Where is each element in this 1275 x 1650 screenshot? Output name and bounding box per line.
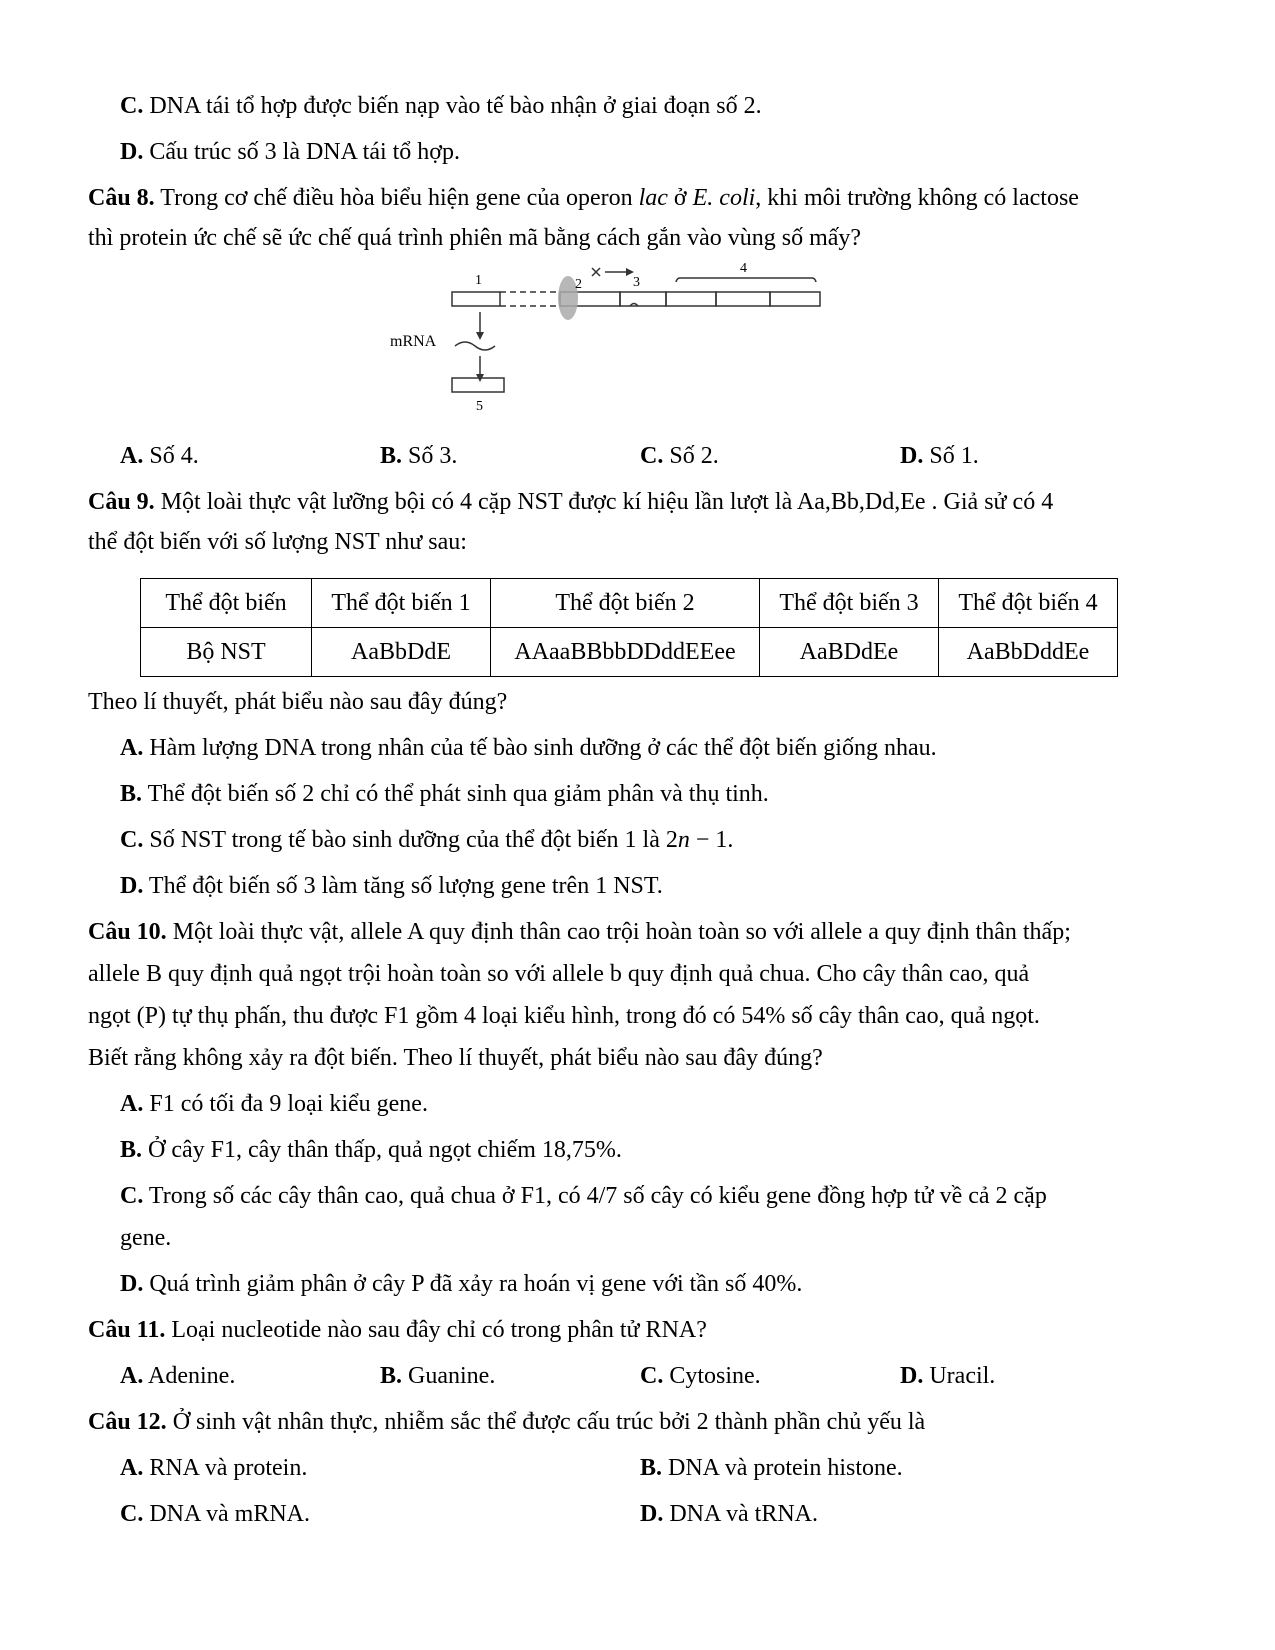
option-label: A. bbox=[120, 735, 144, 761]
mrna-squiggle bbox=[455, 342, 495, 350]
question-number: Câu 9. bbox=[88, 489, 155, 515]
table-header-row bbox=[141, 579, 1118, 628]
q10-stem-line2: allele B quy định quả ngọt trội hoàn toàn so với allele b quy định quả chua. Cho cây thân cao, quả bbox=[88, 961, 1030, 987]
q8-option-b bbox=[380, 440, 457, 472]
q8-option-d bbox=[900, 440, 979, 472]
q9-option-d bbox=[120, 870, 663, 902]
option-text: RNA và protein. bbox=[149, 1455, 308, 1481]
q12-option-d bbox=[640, 1498, 818, 1530]
stem-text: Một loài thực vật lưỡng bội có 4 cặp NST được kí hiệu lần lượt là Aa,Bb,Dd,Ee . Giả sử có 4 bbox=[160, 489, 1054, 515]
option-label: B. bbox=[380, 1363, 403, 1389]
math-n: n bbox=[677, 827, 690, 853]
q9-stem-line2: thể đột biến với số lượng NST như sau: bbox=[88, 529, 467, 555]
option-label: B. bbox=[120, 1137, 143, 1163]
option-text: Số 1. bbox=[929, 443, 979, 469]
label-3: 3 bbox=[633, 275, 640, 290]
q7-option-c bbox=[120, 90, 762, 122]
math-2: 2 bbox=[665, 827, 678, 853]
option-text: Cấu trúc số 3 là DNA tái tổ hợp. bbox=[149, 139, 460, 165]
table-cell: Thể đột biến bbox=[141, 579, 312, 628]
table-cell: Thể đột biến 1 bbox=[312, 579, 491, 628]
q11-stem bbox=[88, 1314, 707, 1346]
operon-diagram bbox=[380, 260, 840, 420]
gene-a-box bbox=[770, 292, 820, 306]
mrna-label: mRNA bbox=[390, 333, 437, 350]
option-label: C. bbox=[120, 827, 144, 853]
q11-option-d bbox=[900, 1360, 995, 1392]
option-text: Quá trình giảm phân ở cây P đã xảy ra hoán vị gene với tần số 40%. bbox=[149, 1271, 803, 1297]
q10-option-d bbox=[120, 1268, 802, 1300]
stem-text: Ở sinh vật nhân thực, nhiễm sắc thể được cấu trúc bởi 2 thành phần chủ yếu là bbox=[172, 1409, 926, 1435]
option-text: Cytosine. bbox=[669, 1363, 761, 1389]
q12-option-a bbox=[120, 1452, 307, 1484]
stem-text: Trong cơ chế điều hòa biểu hiện gene của operon bbox=[160, 185, 639, 211]
stem-text: ở bbox=[667, 185, 693, 211]
q10-option-a bbox=[120, 1088, 428, 1120]
q11-option-c bbox=[640, 1360, 761, 1392]
q8-stem-line2: thì protein ức chế sẽ ức chế quá trình phiên mã bằng cách gắn vào vùng số mấy? bbox=[88, 225, 862, 251]
option-text: Ở cây F1, cây thân thấp, quả ngọt chiếm 18,75%. bbox=[148, 1137, 622, 1163]
label-2: 2 bbox=[575, 277, 582, 292]
q10-option-c-cont: gene. bbox=[120, 1225, 172, 1251]
option-label: D. bbox=[900, 1363, 924, 1389]
region-3-box bbox=[620, 292, 666, 306]
option-text: Trong số các cây thân cao, quả chua ở F1, có 4/7 số cây có kiểu gene đồng hợp tử về cả 2 cặp bbox=[148, 1183, 1047, 1209]
lac-italic: lac bbox=[638, 185, 668, 211]
table-cell: Thể đột biến 2 bbox=[491, 579, 760, 628]
option-text: Số 2. bbox=[669, 443, 719, 469]
option-label: C. bbox=[640, 443, 664, 469]
q9-option-b bbox=[120, 778, 769, 810]
nst-table bbox=[140, 578, 1118, 677]
option-text: Hàm lượng DNA trong nhân của tế bào sinh dưỡng ở các thể đột biến giống nhau. bbox=[149, 735, 937, 761]
option-label: B. bbox=[380, 443, 403, 469]
option-label: A. bbox=[120, 1455, 144, 1481]
q11-option-a bbox=[120, 1360, 235, 1392]
question-number: Câu 8. bbox=[88, 185, 155, 211]
q12-stem bbox=[88, 1406, 925, 1438]
option-label: D. bbox=[120, 1271, 144, 1297]
option-label: C. bbox=[120, 1501, 144, 1527]
q10-stem-line1 bbox=[88, 916, 1071, 948]
q7-option-d bbox=[120, 136, 460, 168]
label-5: 5 bbox=[476, 399, 483, 414]
option-text: Số 3. bbox=[408, 443, 458, 469]
option-label: D. bbox=[640, 1501, 664, 1527]
option-label: C. bbox=[640, 1363, 664, 1389]
q10-stem-line4: Biết rằng không xảy ra đột biến. Theo lí thuyết, phát biểu nào sau đây đúng? bbox=[88, 1045, 823, 1071]
q8-option-c bbox=[640, 440, 719, 472]
repressor-protein-box bbox=[452, 378, 504, 392]
option-label: A. bbox=[120, 443, 144, 469]
option-text: Số NST trong tế bào sinh dưỡng của thể đột biến 1 là bbox=[149, 827, 666, 853]
gene-y-box bbox=[716, 292, 770, 306]
option-text: DNA và mRNA. bbox=[149, 1501, 311, 1527]
option-label: A. bbox=[120, 1363, 144, 1389]
option-text: DNA và tRNA. bbox=[669, 1501, 819, 1527]
region-1-box bbox=[452, 292, 500, 306]
q10-option-b bbox=[120, 1134, 622, 1166]
q9-option-c bbox=[120, 824, 733, 856]
label-4: 4 bbox=[740, 261, 747, 276]
table-row bbox=[141, 628, 1118, 677]
q9-question: Theo lí thuyết, phát biểu nào sau đây đúng? bbox=[88, 689, 508, 715]
q12-option-b bbox=[640, 1452, 903, 1484]
option-label: B. bbox=[120, 781, 143, 807]
q9-option-a bbox=[120, 732, 937, 764]
q10-option-c bbox=[120, 1180, 1047, 1212]
question-number: Câu 11. bbox=[88, 1317, 166, 1343]
gene-z-box bbox=[666, 292, 716, 306]
table-cell: AaBbDdE bbox=[312, 628, 491, 677]
question-number: Câu 12. bbox=[88, 1409, 167, 1435]
option-label: C. bbox=[120, 1183, 144, 1209]
option-label: A. bbox=[120, 1091, 144, 1117]
option-text: Số 4. bbox=[149, 443, 199, 469]
question-number: Câu 10. bbox=[88, 919, 167, 945]
option-text: Thể đột biến số 2 chỉ có thể phát sinh qua giảm phân và thụ tinh. bbox=[147, 781, 769, 807]
option-text: DNA và protein histone. bbox=[668, 1455, 903, 1481]
arrow-head-1 bbox=[476, 332, 484, 340]
region-4-bracket bbox=[676, 278, 816, 282]
option-label: D. bbox=[120, 139, 144, 165]
q8-stem-line1 bbox=[88, 182, 1079, 214]
q8-option-a bbox=[120, 440, 199, 472]
stem-text: , khi môi trường không có lactose bbox=[755, 185, 1079, 211]
option-label: B. bbox=[640, 1455, 663, 1481]
table-cell: AaBbDddEe bbox=[939, 628, 1118, 677]
table-cell: Bộ NST bbox=[141, 628, 312, 677]
option-label: D. bbox=[900, 443, 924, 469]
option-text: Adenine. bbox=[148, 1363, 236, 1389]
ecoli-italic: E. coli bbox=[692, 185, 756, 211]
stem-text: Một loài thực vật, allele A quy định thân cao trội hoàn toàn so với allele a quy định thân thấp; bbox=[172, 919, 1071, 945]
option-text: Thể đột biến số 3 làm tăng số lượng gene trên 1 NST. bbox=[148, 873, 663, 899]
table-cell: Thể đột biến 4 bbox=[939, 579, 1118, 628]
option-label: D. bbox=[120, 873, 144, 899]
option-text: F1 có tối đa 9 loại kiểu gene. bbox=[149, 1091, 428, 1117]
option-text: Guanine. bbox=[408, 1363, 496, 1389]
label-1: 1 bbox=[475, 273, 482, 288]
stem-text: Loại nucleotide nào sau đây chỉ có trong phân tử RNA? bbox=[171, 1317, 707, 1343]
table-cell: AaBDdEe bbox=[760, 628, 939, 677]
option-label: C. bbox=[120, 93, 144, 119]
q10-stem-line3: ngọt (P) tự thụ phấn, thu được F1 gồm 4 loại kiểu hình, trong đó có 54% số cây thân cao, quả ngọt. bbox=[88, 1003, 1040, 1029]
option-text: Uracil. bbox=[929, 1363, 996, 1389]
q12-option-c bbox=[120, 1498, 310, 1530]
option-text: DNA tái tổ hợp được biến nạp vào tế bào nhận ở giai đoạn số 2. bbox=[149, 93, 762, 119]
math-minus-1: − 1. bbox=[689, 827, 734, 853]
q9-stem-line1 bbox=[88, 486, 1053, 518]
q11-option-b bbox=[380, 1360, 495, 1392]
table-cell: AAaaBBbbDDddEEee bbox=[491, 628, 760, 677]
table-cell: Thể đột biến 3 bbox=[760, 579, 939, 628]
